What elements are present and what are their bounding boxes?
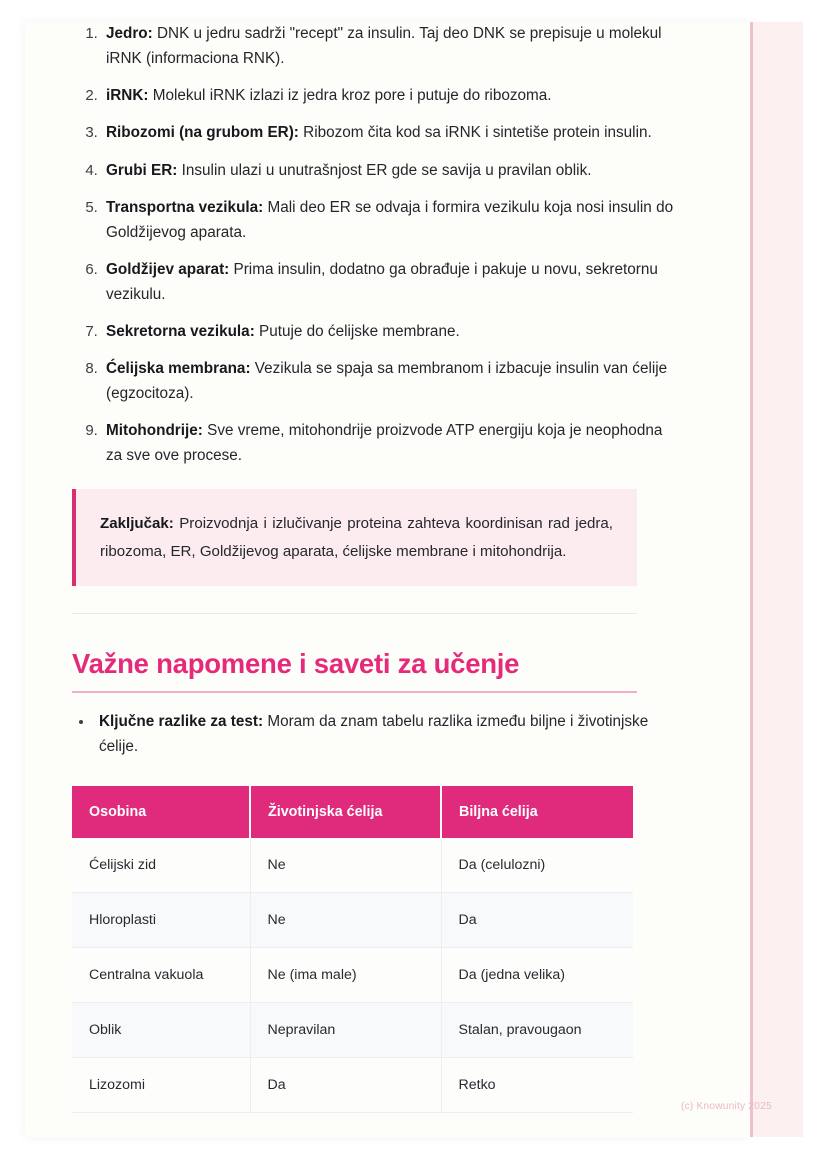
list-item-lead: Goldžijev aparat: (106, 260, 230, 278)
protein-synthesis-steps-list (72, 22, 682, 469)
table-cell: Retko (441, 1058, 633, 1113)
table-row (72, 1058, 633, 1113)
list-item-lead: Ključne razlike za test: (99, 713, 264, 731)
list-item (102, 419, 682, 469)
table-body (72, 838, 633, 1113)
conclusion-callout-body: Proizvodnja i izlučivanje proteina zahteva koordinisan rad jedra, ribozoma, ER, Goldžijevog aparata, ćelijske membrane i mitohondrija. (100, 514, 613, 561)
study-notes-list (72, 710, 682, 760)
list-item-text: Sve vreme, mitohondrije proizvode ATP energiju koja je neophodna za sve ove procese. (106, 422, 663, 464)
list-item-text: Mali deo ER se odvaja i formira vezikulu koja nosi insulin do Goldžijevog aparata. (106, 198, 674, 241)
list-item-text: Molekul iRNK izlazi iz jedra kroz pore i putuje do ribozoma. (148, 87, 552, 105)
conclusion-callout (72, 489, 637, 587)
list-item (102, 196, 682, 246)
list-item-text: Insulin ulazi u unutrašnjost ER gde se savija u pravilan oblik. (177, 161, 592, 179)
list-item-lead: Ribozomi (na grubom ER): (106, 124, 299, 142)
table-cell: Nepravilan (250, 1003, 441, 1058)
table-cell: Ne (ima male) (250, 948, 441, 1003)
section-title-rule (72, 691, 637, 693)
list-item-text: Prima insulin, dodatno ga obrađuje i pakuje u novu, sekretornu vezikulu. (106, 260, 658, 303)
list-item-text: Putuje do ćelijske membrane. (254, 322, 460, 340)
document-page (25, 22, 751, 1137)
list-item-lead: Mitohondrije: (106, 422, 203, 440)
list-item (94, 710, 682, 760)
list-item-text: Ribozom čita kod sa iRNK i sintetiše protein insulin. (298, 124, 652, 142)
right-accent-band (753, 22, 803, 1137)
table-column-header: Osobina (72, 786, 250, 838)
table-cell: Hloroplasti (72, 893, 250, 948)
table-cell: Ne (250, 838, 441, 893)
table-head (72, 786, 633, 838)
page-title: Važne napomene i saveti za učenje (72, 648, 520, 680)
table-row (72, 893, 633, 948)
list-item (102, 357, 682, 407)
section-divider (72, 613, 637, 614)
copyright-watermark: (c) Knowunity 2025 (681, 1101, 772, 1112)
cell-comparison-table (72, 786, 633, 1113)
table-cell: Da (441, 893, 633, 948)
table-cell: Ćelijski zid (72, 838, 250, 893)
list-item-lead: Sekretorna vezikula: (106, 322, 255, 340)
conclusion-callout-text (100, 510, 613, 567)
list-item-lead: Ćelijska membrana: (106, 360, 251, 378)
table-row (72, 1003, 633, 1058)
list-item (102, 121, 682, 146)
table-cell: Centralna vakuola (72, 948, 250, 1003)
table-cell: Da (jedna velika) (441, 948, 633, 1003)
table-header-row (72, 786, 633, 838)
list-item-text: Vezikula se spaja sa membranom i izbacuje insulin van ćelije (egzocitoza). (106, 360, 668, 402)
list-item-lead: Jedro: (106, 25, 153, 42)
list-item-text: DNK u jedru sadrži "recept" za insulin. Taj deo DNK se prepisuje u molekul iRNK (informaciona RNK). (106, 25, 662, 67)
list-item (102, 258, 682, 308)
list-item-lead: iRNK: (106, 87, 149, 105)
table-cell: Da (celulozni) (441, 838, 633, 893)
list-item (102, 320, 682, 345)
list-item-text: Moram da znam tabelu razlika između biljne i životinjske ćelije. (99, 713, 649, 756)
table-column-header: Životinjska ćelija (250, 786, 441, 838)
table-row (72, 948, 633, 1003)
list-item (102, 84, 682, 109)
table-cell: Oblik (72, 1003, 250, 1058)
list-item (102, 159, 682, 184)
table-cell: Lizozomi (72, 1058, 250, 1113)
list-item-lead: Transportna vezikula: (106, 198, 264, 216)
table-cell: Stalan, pravougaon (441, 1003, 633, 1058)
table-cell: Ne (250, 893, 441, 948)
conclusion-callout-lead: Zaključak: (100, 514, 174, 532)
list-item-lead: Grubi ER: (106, 161, 178, 179)
document-content (72, 22, 682, 1113)
table-column-header: Biljna ćelija (441, 786, 633, 838)
table-row (72, 838, 633, 893)
list-item (102, 22, 682, 72)
table-cell: Da (250, 1058, 441, 1113)
